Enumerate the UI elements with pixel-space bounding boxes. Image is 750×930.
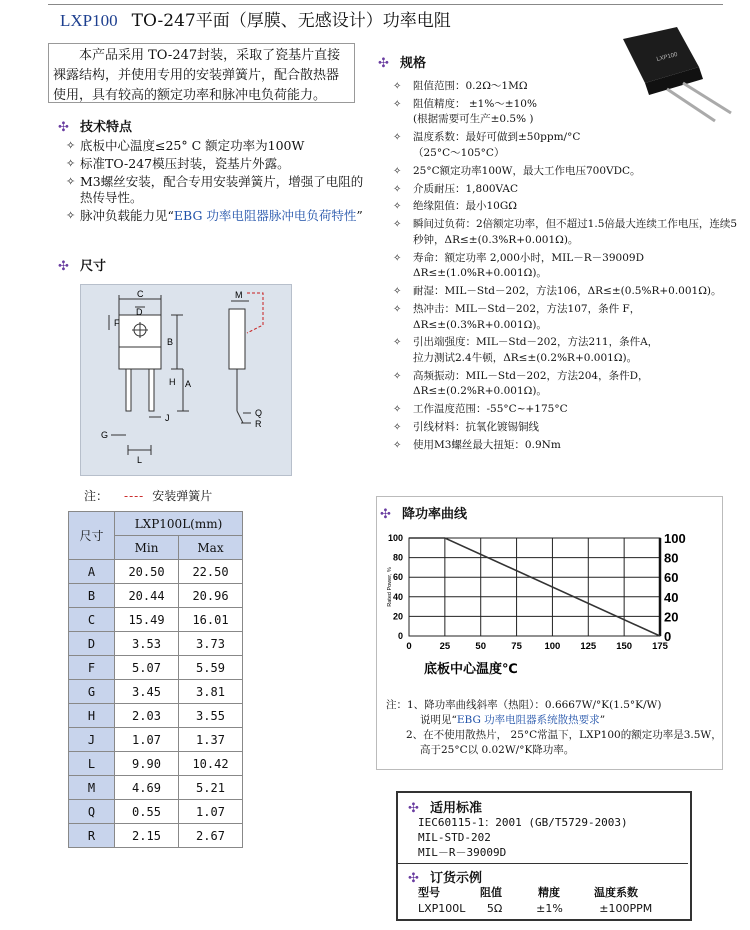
feature-item: ✧ 标准TO-247模压封装，瓷基片外露。 (66, 156, 290, 171)
order-example: 型号 阻值 精度 温度系数 LXP100L 5Ω ±1% ±100PPM (418, 886, 653, 915)
dim-label-c: C (137, 289, 144, 299)
table-cell-max: 22.50 (179, 560, 243, 584)
lead-left (126, 369, 131, 411)
package-body (119, 347, 161, 369)
table-cell-min: 20.44 (115, 584, 179, 608)
dim-label-g: G (101, 430, 109, 440)
x-axis-label: 底板中心温度℃ (424, 662, 518, 677)
table-cell-label: A (69, 560, 115, 584)
pin-icon: ✣ (408, 871, 419, 886)
standards-heading: ✣ 适用标准 (408, 801, 483, 816)
dimensions-heading: ✣ 尺寸 (58, 259, 107, 274)
feature-item: ✧ 脉冲负载能力见“EBG 功率电阻器脉冲电负荷特性” (66, 208, 363, 223)
table-cell-min: 2.15 (115, 824, 179, 848)
bullet-icon: ✧ (393, 165, 402, 177)
table-min-header: Min (115, 536, 179, 560)
table-cell-max: 3.81 (179, 680, 243, 704)
bullet-icon: ✧ (393, 183, 402, 195)
spec-item: ✧ 瞬间过负荷：2倍额定功率，但不超过1.5倍最大连续工作电压，连续5秒钟，ΔR≤±(0.3%R+0.001Ω)。 (393, 218, 738, 246)
spec-item: ✧ 引线材料：抗氧化镀锡铜线 (393, 420, 743, 436)
table-cell-label: L (69, 752, 115, 776)
table-cell-max: 10.42 (179, 752, 243, 776)
table-cell-min: 15.49 (115, 608, 179, 632)
dim-label-m: M (235, 290, 243, 300)
package-side (229, 309, 245, 369)
y-tick-label-left: 60 (392, 572, 403, 583)
table-cell-label: D (69, 632, 115, 656)
plot-frame (409, 538, 660, 636)
bullet-icon: ✧ (66, 139, 76, 152)
table-cell-min: 3.53 (115, 632, 179, 656)
bullet-icon: ✧ (393, 370, 402, 382)
pin-icon: ✣ (58, 120, 69, 135)
dim-label-j: J (165, 413, 170, 423)
y-tick-label-right: 20 (664, 609, 679, 625)
table-row (69, 680, 243, 704)
table-cell-label: H (69, 704, 115, 728)
dim-label-d: D (136, 307, 143, 317)
table-cell-max: 5.21 (179, 776, 243, 800)
standards-list (418, 815, 628, 860)
y-tick-label-right: 100 (664, 531, 686, 546)
table-cell-min: 5.07 (115, 656, 179, 680)
x-tick-label: 50 (475, 641, 487, 652)
bullet-icon: ✧ (66, 175, 76, 188)
features-list (66, 138, 366, 226)
spec-item: ✧ 25°C额定功率100W，最大工作电压700VDC。 (393, 164, 743, 180)
product-marking: LXP100 (656, 51, 679, 63)
spec-item: ✧ 绝缘阻值：最小10GΩ (393, 199, 743, 215)
table-cell-label: M (69, 776, 115, 800)
intro-box: 本产品采用 TO-247封装，采取了瓷基片直接裸露结构，并使用专用的安装弹簧片，配合散热器使用，具有较高的额定功率和脉冲电负荷能力。 (48, 43, 355, 103)
bullet-icon: ✧ (393, 252, 402, 264)
dim-label-b: B (167, 337, 174, 347)
table-cell-label: F (69, 656, 115, 680)
table-row (69, 656, 243, 680)
dimension-diagram (80, 284, 292, 476)
dim-label-a: A (185, 379, 192, 389)
table-cell-max: 20.96 (179, 584, 243, 608)
bullet-icon: ✧ (393, 439, 402, 451)
table-col-label: 尺寸 (69, 512, 115, 560)
pin-icon: ✣ (58, 259, 69, 274)
y-tick-label-right: 40 (664, 589, 679, 605)
table-cell-max: 1.07 (179, 800, 243, 824)
x-tick-label: 175 (652, 641, 668, 652)
table-cell-label: Q (69, 800, 115, 824)
table-row (69, 632, 243, 656)
bullet-icon: ✧ (393, 422, 402, 434)
bullet-icon: ✧ (393, 304, 402, 316)
bullet-icon: ✧ (393, 81, 402, 92)
derate-notes: 注：1、降功率曲线斜率（热阻）：0.6667W/°K(1.5°K/W) 说明见“EBG 功率电阻器系统散热要求” 2、在不使用散热片， 25°C常温下，LXP100的额定功率是3.5W， 高于25°C以 0.02W/°K降功率。 (386, 699, 722, 756)
table-cell-min: 3.45 (115, 680, 179, 704)
spec-item: ✧ 使用M3螺丝最大扭矩：0.9Nm (393, 438, 743, 454)
y-tick-label-left: 80 (392, 552, 403, 563)
bullet-icon: ✧ (393, 404, 402, 416)
thermal-doc-link[interactable]: EBG 功率电阻器系统散热要求 (456, 714, 600, 726)
model-name: LXP100 (60, 11, 118, 30)
bullet-icon: ✧ (393, 219, 402, 231)
table-row (69, 728, 243, 752)
spec-item: ✧ 高频振动：MIL－Std－202，方法204，条件D， ΔR≤±(0.2%R+0.001Ω)。 (393, 369, 649, 398)
dim-label-q: Q (255, 408, 263, 418)
table-cell-label: G (69, 680, 115, 704)
table-cell-max: 5.59 (179, 656, 243, 680)
spec-item: ✧ 阻值范围：0.2Ω～1MΩ (393, 79, 743, 95)
pin-icon: ✣ (408, 801, 419, 816)
table-row (69, 824, 243, 848)
spec-item: ✧ 阻值精度： ±1%～±10% (根据需要可生产±0.5% ) (393, 97, 537, 126)
bullet-icon: ✧ (393, 286, 402, 298)
specs-heading: ✣ 规格 (378, 56, 427, 71)
table-row (69, 752, 243, 776)
x-tick-label: 25 (439, 641, 451, 652)
table-cell-label: R (69, 824, 115, 848)
derate-chart (376, 520, 721, 695)
x-tick-label: 0 (406, 641, 412, 652)
table-row (69, 704, 243, 728)
y-tick-label-right: 0 (664, 629, 672, 644)
table-row (69, 584, 243, 608)
box-divider (398, 863, 688, 864)
table-cell-min: 0.55 (115, 800, 179, 824)
lead-right (149, 369, 154, 411)
y-tick-label-left: 0 (397, 631, 403, 641)
spring-clip-outline (247, 293, 263, 333)
table-row (69, 608, 243, 632)
spec-item: ✧ 工作温度范围：-55°C~+175°C (393, 402, 743, 418)
bullet-icon: ✧ (393, 132, 402, 144)
table-row (69, 800, 243, 824)
feature-item: ✧ 底板中心温度≤25° C 额定功率为100W (66, 138, 305, 153)
bullet-icon: ✧ (393, 98, 402, 110)
photo-lead-2 (667, 89, 715, 121)
table-cell-min: 2.03 (115, 704, 179, 728)
table-cell-max: 1.37 (179, 728, 243, 752)
spec-item: ✧ 热冲击：MIL－Std－202，方法107，条件 F， ΔR≤±(0.3%R+0.001Ω)。 (393, 303, 641, 331)
x-tick-label: 100 (544, 641, 561, 652)
order-heading: ✣ 订货示例 (408, 871, 483, 886)
bullet-icon: ✧ (66, 209, 76, 222)
table-cell-label: C (69, 608, 115, 632)
dim-label-l: L (137, 455, 143, 465)
table-cell-max: 2.67 (179, 824, 243, 848)
table-group-header: LXP100L(mm) (115, 512, 243, 536)
photo-lead-1 (683, 83, 731, 113)
table-row (69, 776, 243, 800)
table-cell-min: 9.90 (115, 752, 179, 776)
page-title (60, 6, 451, 31)
x-tick-label: 75 (511, 641, 522, 652)
derate-heading: ✣ 降功率曲线 (380, 507, 468, 522)
y-tick-label-left: 20 (392, 611, 403, 622)
dimension-table (68, 511, 243, 848)
product-title: TO-247平面（厚膜、无感设计）功率电阻 (131, 11, 451, 31)
spring-note: 注： ---- 安装弹簧片 (84, 489, 213, 503)
dim-label-h: H (169, 377, 176, 387)
spec-item: ✧ 引出端强度：MIL－Std－202，方法211，条件A， 拉力测试2.4牛顿，ΔR≤±(0.2%R+0.001Ω)。 (393, 336, 659, 364)
table-cell-min: 1.07 (115, 728, 179, 752)
features-heading: ✣ 技术特点 (58, 120, 133, 135)
bullet-icon: ✧ (66, 157, 76, 170)
feature-item: ✧ M3螺丝安装，配合专用安装弹簧片，增强了电阻的热传导性。 (66, 174, 364, 205)
standard-line: MIL-STD-202 (418, 831, 491, 844)
table-cell-label: B (69, 584, 115, 608)
dim-label-r: R (255, 419, 262, 429)
pin-icon: ✣ (378, 56, 389, 71)
y-tick-label-left: 40 (392, 591, 403, 602)
table-cell-max: 3.73 (179, 632, 243, 656)
table-cell-max: 16.01 (179, 608, 243, 632)
pin-icon: ✣ (380, 507, 391, 522)
table-cell-label: J (69, 728, 115, 752)
y-tick-label-right: 80 (664, 550, 679, 566)
bullet-icon: ✧ (393, 201, 402, 213)
table-row (69, 560, 243, 584)
pulse-doc-link[interactable]: EBG 功率电阻器脉冲电负荷特性 (173, 208, 357, 223)
y-tick-label-right: 60 (664, 570, 679, 586)
y-axis-label: Rated Power, % (387, 567, 393, 607)
spec-item: ✧ 介质耐压：1,800VAC (393, 182, 743, 198)
table-cell-min: 20.50 (115, 560, 179, 584)
standard-line: MIL－R－39009D (418, 846, 507, 859)
top-rule (48, 4, 723, 5)
spec-item: ✧ 寿命：额定功率 2,000小时，MIL－R－39009D ΔR≤±(1.0%R+0.001Ω)。 (393, 251, 644, 280)
x-tick-label: 150 (616, 641, 633, 652)
bullet-icon: ✧ (393, 337, 402, 349)
table-cell-min: 4.69 (115, 776, 179, 800)
table-cell-max: 3.55 (179, 704, 243, 728)
x-tick-label: 125 (580, 641, 597, 652)
specs-list (393, 79, 743, 456)
standard-line: IEC60115-1：2001 (GB/T5729-2003) (418, 816, 628, 829)
spec-item: ✧ 温度系数：最好可做到±50ppm/°C （25°C～105°C） (393, 131, 581, 159)
spec-item: ✧ 耐湿：MIL－Std－202，方法106，ΔR≤±(0.5%R+0.001Ω)。 (393, 284, 743, 300)
product-photo (603, 27, 735, 127)
spring-legend-dash: ---- (124, 489, 145, 503)
table-max-header: Max (179, 536, 243, 560)
y-tick-label-left: 100 (387, 533, 403, 543)
dim-label-f: F (114, 318, 120, 328)
